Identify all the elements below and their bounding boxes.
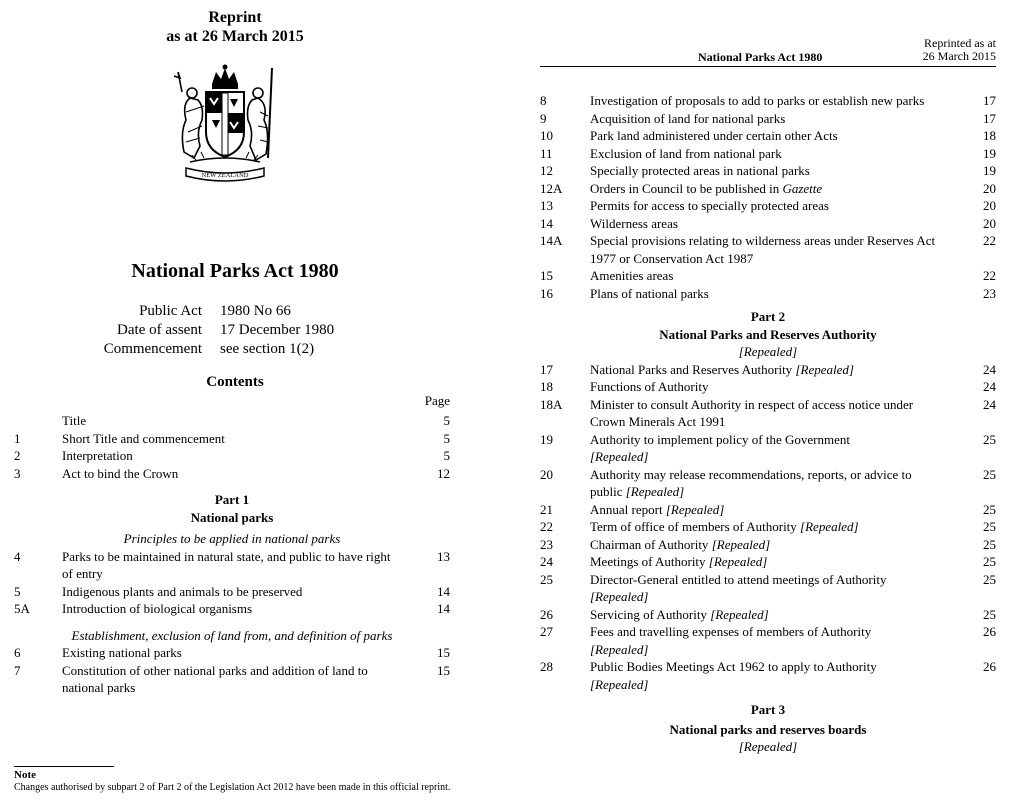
- act-metadata: [0, 302, 470, 359]
- part-2-repealed: [Repealed]: [738, 344, 798, 359]
- toc-entry[interactable]: 18A Minister to consult Authority in respect of access notice under Crown Minerals Act 1991 24: [540, 396, 996, 429]
- footnote: [14, 769, 464, 794]
- reprint-heading: [0, 8, 470, 46]
- toc-entry[interactable]: 5 Indigenous plants and animals to be preserved 14: [14, 583, 450, 599]
- page-column-heading: Page: [424, 393, 450, 408]
- footnote-rule: [14, 766, 114, 767]
- toc-entry[interactable]: 6 Existing national parks 15: [14, 645, 450, 660]
- contents-heading: Contents: [206, 374, 264, 390]
- toc-entry[interactable]: 25 Director-General entitled to attend meetings of Authority [Repealed] 25: [540, 571, 996, 604]
- toc-entry[interactable]: 4 Parks to be maintained in natural state, and public to have right of entry 13: [14, 548, 450, 581]
- toc-entry[interactable]: 14A Special provisions relating to wilderness areas under Reserves Act 1977 or Conservation Act 1987 22: [540, 233, 996, 266]
- meta-row-date-of-assent: Date of assent 17 December 1980: [117, 322, 335, 338]
- part-2-heading: Part 2: [750, 309, 786, 324]
- toc-entry[interactable]: 18 Functions of Authority 24: [540, 379, 996, 394]
- toc-entry[interactable]: 7 Constitution of other national parks and addition of land to national parks 15: [14, 662, 450, 695]
- contents-list-left: [14, 412, 450, 697]
- toc-entry[interactable]: 5A Introduction of biological organisms 14: [14, 601, 450, 616]
- toc-entry[interactable]: 12 Specially protected areas in national parks 19: [540, 163, 996, 178]
- note-text: Changes authorised by subpart 2 of Part 2 of the Legislation Act 2012 have been made in this official reprint.: [14, 782, 451, 793]
- toc-entry[interactable]: 23 Chairman of Authority [Repealed] 25: [540, 536, 996, 552]
- toc-entry[interactable]: 13 Permits for access to specially protected areas 20: [540, 198, 996, 213]
- contents-list-right: [540, 92, 996, 756]
- part-3-title: National parks and reserves boards: [669, 721, 867, 737]
- toc-entry[interactable]: 27 Fees and travelling expenses of members of Authority [Repealed] 26: [540, 624, 996, 657]
- toc-entry[interactable]: 28 Public Bodies Meetings Act 1962 to apply to Authority [Repealed] 26: [540, 659, 996, 692]
- reprinted-date: Reprinted as at 26 March 2015: [922, 36, 996, 63]
- part-1-heading: Part 1: [214, 492, 250, 507]
- part-3-heading: Part 3: [750, 702, 786, 717]
- part-1-title: National parks: [190, 509, 274, 525]
- note-heading: Note: [14, 769, 36, 781]
- toc-entry[interactable]: 16 Plans of national parks 23: [540, 285, 996, 301]
- toc-entry[interactable]: 21 Annual report [Repealed] 25: [540, 501, 996, 517]
- toc-entry[interactable]: 20 Authority may release recommendations, reports, or advice to public [Repealed] 25: [540, 466, 996, 499]
- part-3-repealed: [Repealed]: [738, 739, 798, 754]
- svg-text:NEW ZEALAND: NEW ZEALAND: [201, 172, 249, 179]
- toc-entry[interactable]: 9 Acquisition of land for national parks 17: [540, 110, 996, 126]
- toc-entry[interactable]: 10 Park land administered under certain other Acts 18: [540, 128, 996, 143]
- toc-entry[interactable]: Title 5: [62, 413, 450, 428]
- toc-entry[interactable]: 22 Term of office of members of Authority [Repealed] 25: [540, 519, 996, 534]
- running-header: [540, 36, 996, 67]
- part-2-title: National Parks and Reserves Authority: [659, 326, 877, 342]
- subheading-establishment: Establishment, exclusion of land from, and definition of parks: [71, 627, 393, 643]
- coat-of-arms-icon: [160, 62, 290, 187]
- meta-row-commencement: Commencement see section 1(2): [103, 341, 315, 357]
- toc-entry[interactable]: 14 Wilderness areas 20: [540, 215, 996, 231]
- meta-row-public-act: Public Act 1980 No 66: [139, 303, 291, 319]
- toc-entry[interactable]: 12A Orders in Council to be published in Gazette 20: [540, 180, 996, 196]
- running-title: National Parks Act 1980: [698, 50, 823, 64]
- toc-entry[interactable]: 15 Amenities areas 22: [540, 268, 996, 283]
- toc-entry[interactable]: 17 National Parks and Reserves Authority [Repealed] 24: [540, 361, 996, 377]
- toc-entry[interactable]: 19 Authority to implement policy of the Government [Repealed] 25: [540, 431, 996, 464]
- toc-entry[interactable]: 3 Act to bind the Crown 12: [14, 465, 450, 481]
- toc-entry[interactable]: 1 Short Title and commencement 5: [14, 430, 450, 446]
- act-title: National Parks Act 1980: [131, 260, 339, 282]
- toc-entry[interactable]: 2 Interpretation 5: [14, 448, 450, 463]
- toc-entry[interactable]: 8 Investigation of proposals to add to parks or establish new parks 17: [540, 93, 996, 108]
- toc-entry[interactable]: 11 Exclusion of land from national park 19: [540, 145, 996, 161]
- toc-entry[interactable]: 26 Servicing of Authority [Repealed] 25: [540, 606, 996, 622]
- toc-entry[interactable]: 24 Meetings of Authority [Repealed] 25: [540, 554, 996, 569]
- reprint-label: Reprint: [208, 9, 262, 26]
- subheading-principles: Principles to be applied in national parks: [123, 531, 341, 546]
- reprint-date: as at 26 March 2015: [166, 28, 304, 45]
